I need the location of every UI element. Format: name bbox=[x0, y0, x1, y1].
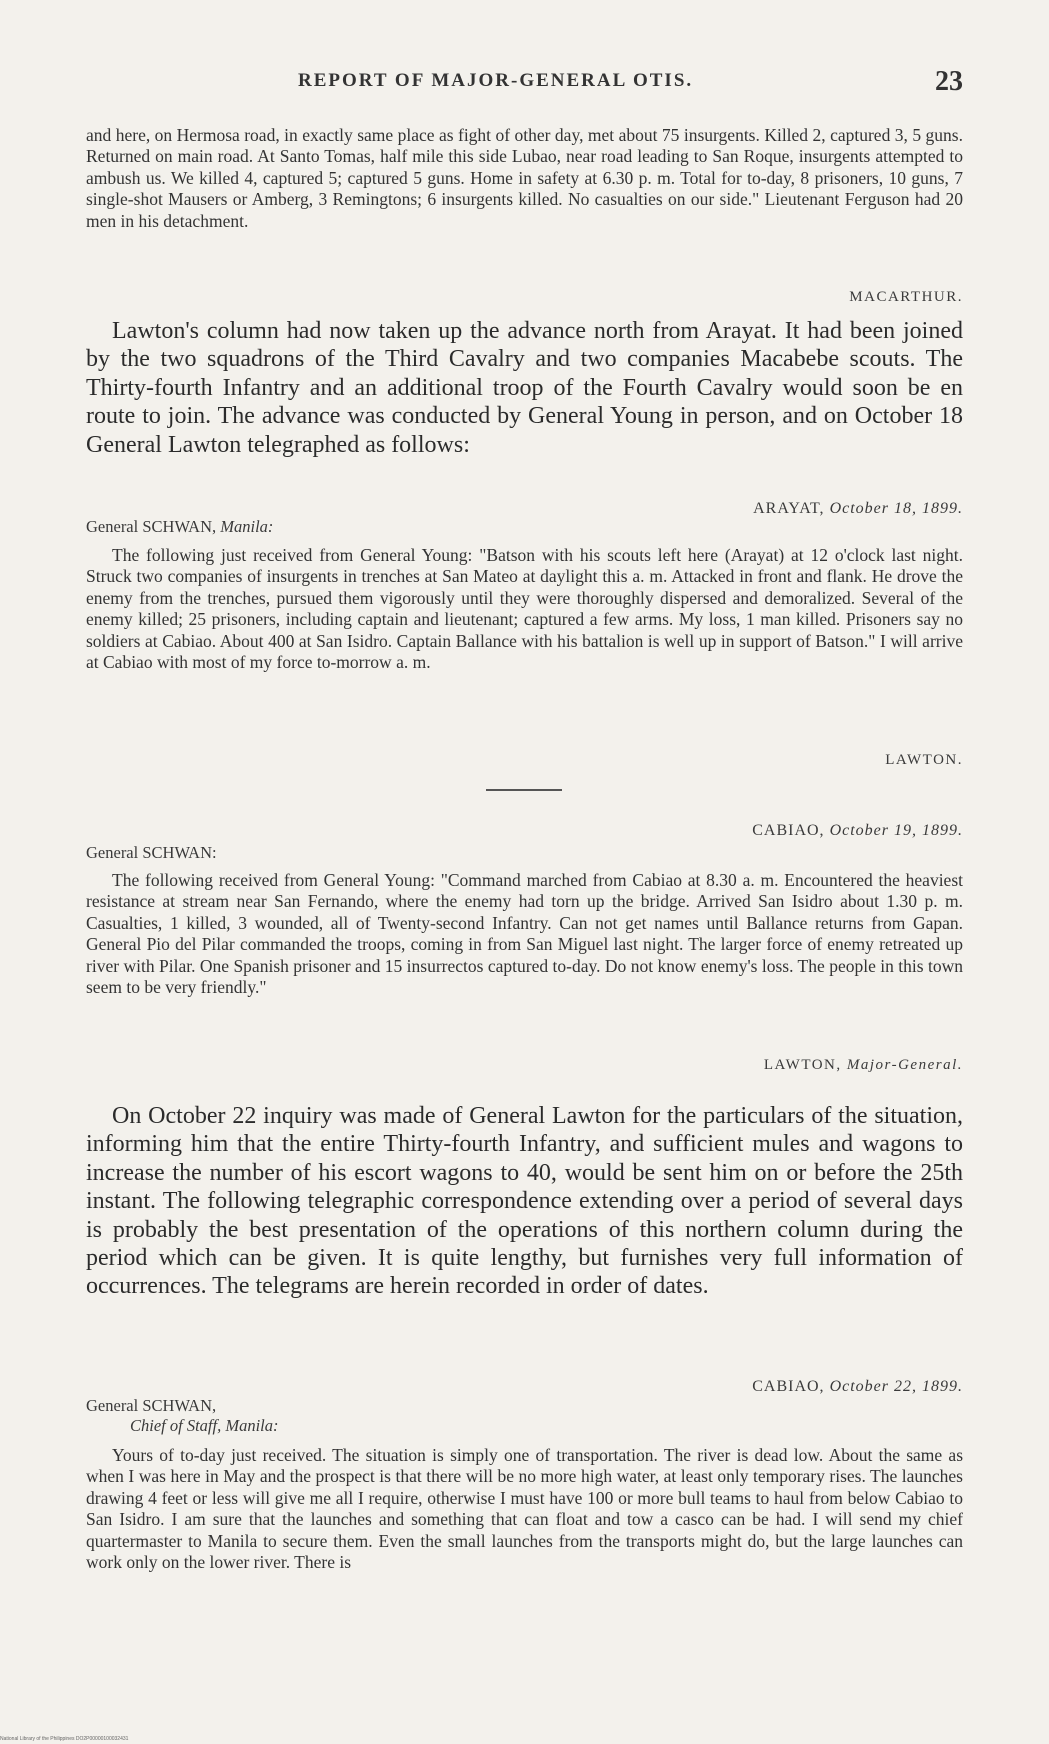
salutation-name: General SCHWAN, bbox=[86, 517, 217, 536]
page-header bbox=[88, 66, 963, 100]
salutation-place: Manila: bbox=[220, 517, 274, 536]
telegram-body-arayat: The following just received from General Young: "Batson with his scouts left here (Arayat) at 12 o'clock last night. Struck two companies of insurgents in trenches at San Mateo at daylight this a. m. Attacked in front and flank. He drove the enemy from the trenches, pursued them vigorously until they were thoroughly dispersed and demoralized. Several of the enemy killed; 25 prisoners, including captain and lieutenant; captured a few arms. My loss, 1 man killed. Prisoners say no soldiers at Cabiao. About 400 at San Isidro. Captain Ballance with his battalion is well up in support of Batson." I will arrive at Cabiao with most of my force to-morrow a. m. bbox=[86, 545, 963, 673]
dateline-place: CABIAO, bbox=[752, 822, 825, 839]
salutation-schwan bbox=[86, 517, 963, 537]
salutation-schwan-3: General SCHWAN, bbox=[86, 1396, 217, 1415]
telegram-body-cabiao-22: Yours of to-day just received. The situation is simply one of transportation. The river is dead low. About the same as when I was here in May and the prospect is that there will be no more high water, at least only temporary rises. The launches drawing 4 feet or less will give me all I require, otherwise I must have 100 or more bull teams to haul from below Cabiao to San Isidro. I am sure that the launches and something that can float and tow a casco can be had. I will send my chief quartermaster to Manila to secure them. Even the small launches from the transports might do, but the large launches can work only on the lower river. There is bbox=[86, 1445, 963, 1573]
salutation-title: Chief of Staff, Manila: bbox=[130, 1416, 279, 1435]
dateline-place: CABIAO, bbox=[752, 1378, 825, 1395]
dateline-place: ARAYAT, bbox=[753, 500, 825, 517]
signature-macarthur: MACARTHUR. bbox=[849, 289, 963, 305]
signature-lawton: LAWTON. bbox=[885, 752, 963, 768]
dateline-arayat bbox=[86, 500, 963, 518]
dateline-date: October 18, 1899. bbox=[829, 500, 963, 517]
paragraph-lawton-column: Lawton's column had now taken up the advance north from Arayat. It had been joined by the two squadrons of the Third Cavalry and two companies Macabebe scouts. The Thirty-fourth Infantry and an additional troop of the Fourth Cavalry would soon be en route to join. The advance was conducted by General Young in person, and on October 18 General Lawton telegraphed as follows: bbox=[86, 318, 963, 458]
dateline-cabiao-19 bbox=[86, 822, 963, 840]
footer-source: National Library of the Philippines DO2P00000100032431 bbox=[0, 1736, 129, 1742]
running-title: REPORT OF MAJOR-GENERAL OTIS. bbox=[298, 70, 694, 91]
dateline-date: October 22, 1899. bbox=[829, 1378, 963, 1395]
section-divider bbox=[486, 789, 562, 791]
signature-title: Major-General. bbox=[846, 1057, 963, 1073]
dateline-date: October 19, 1899. bbox=[829, 822, 963, 839]
paragraph-continuation: and here, on Hermosa road, in exactly same place as fight of other day, met about 75 insurgents. Killed 2, captured 3, 5 guns. Returned on main road. At Santo Tomas, half mile this side Lubao, near road leading to San Roque, insurgents attempted to ambush us. We killed 4, captured 5; captured 5 guns. Home in safety at 6.30 p. m. Total for to-day, 8 prisoners, 10 guns, 7 single-shot Mausers or Amberg, 3 Remingtons; 6 insurgents killed. No casualties on our side." Lieutenant Ferguson had 20 men in his detachment. bbox=[86, 125, 963, 231]
telegram-body-cabiao-19: The following received from General Young: "Command marched from Cabiao at 8.30 a. m. Encountered the heaviest resistance at stream near San Fernando, where the enemy had torn up the bridge. Arrived San Isidro about 1.30 p. m. Casualties, 1 killed, 3 wounded, all of Twenty-second Infantry. Can not get names until Ballance returns from Gapan. General Pio del Pilar commanded the troops, coming in from San Miguel last night. The larger force of enemy retreated up river with Pilar. One Spanish prisoner and 15 insurrectos captured to-day. Do not know enemy's loss. The people in this town seem to be very friendly." bbox=[86, 870, 963, 998]
signature-name: LAWTON, bbox=[763, 1057, 842, 1073]
signature-lawton-major-general bbox=[86, 1057, 963, 1074]
salutation-schwan-2: General SCHWAN: bbox=[86, 843, 217, 862]
paragraph-october-22: On October 22 inquiry was made of General Lawton for the particulars of the situation, informing him that the entire Thirty-fourth Infantry, and sufficient mules and wagons to increase the number of his escort wagons to 40, would be sent him on or before the 25th instant. The following telegraphic correspondence extending over a period of several days is probably the best presentation of the operations of this northern column during the period which can be given. It is quite lengthy, but furnishes very full information of occurrences. The telegrams are herein recorded in order of dates. bbox=[86, 1103, 963, 1300]
dateline-cabiao-22 bbox=[86, 1378, 963, 1396]
page-number: 23 bbox=[935, 66, 963, 97]
